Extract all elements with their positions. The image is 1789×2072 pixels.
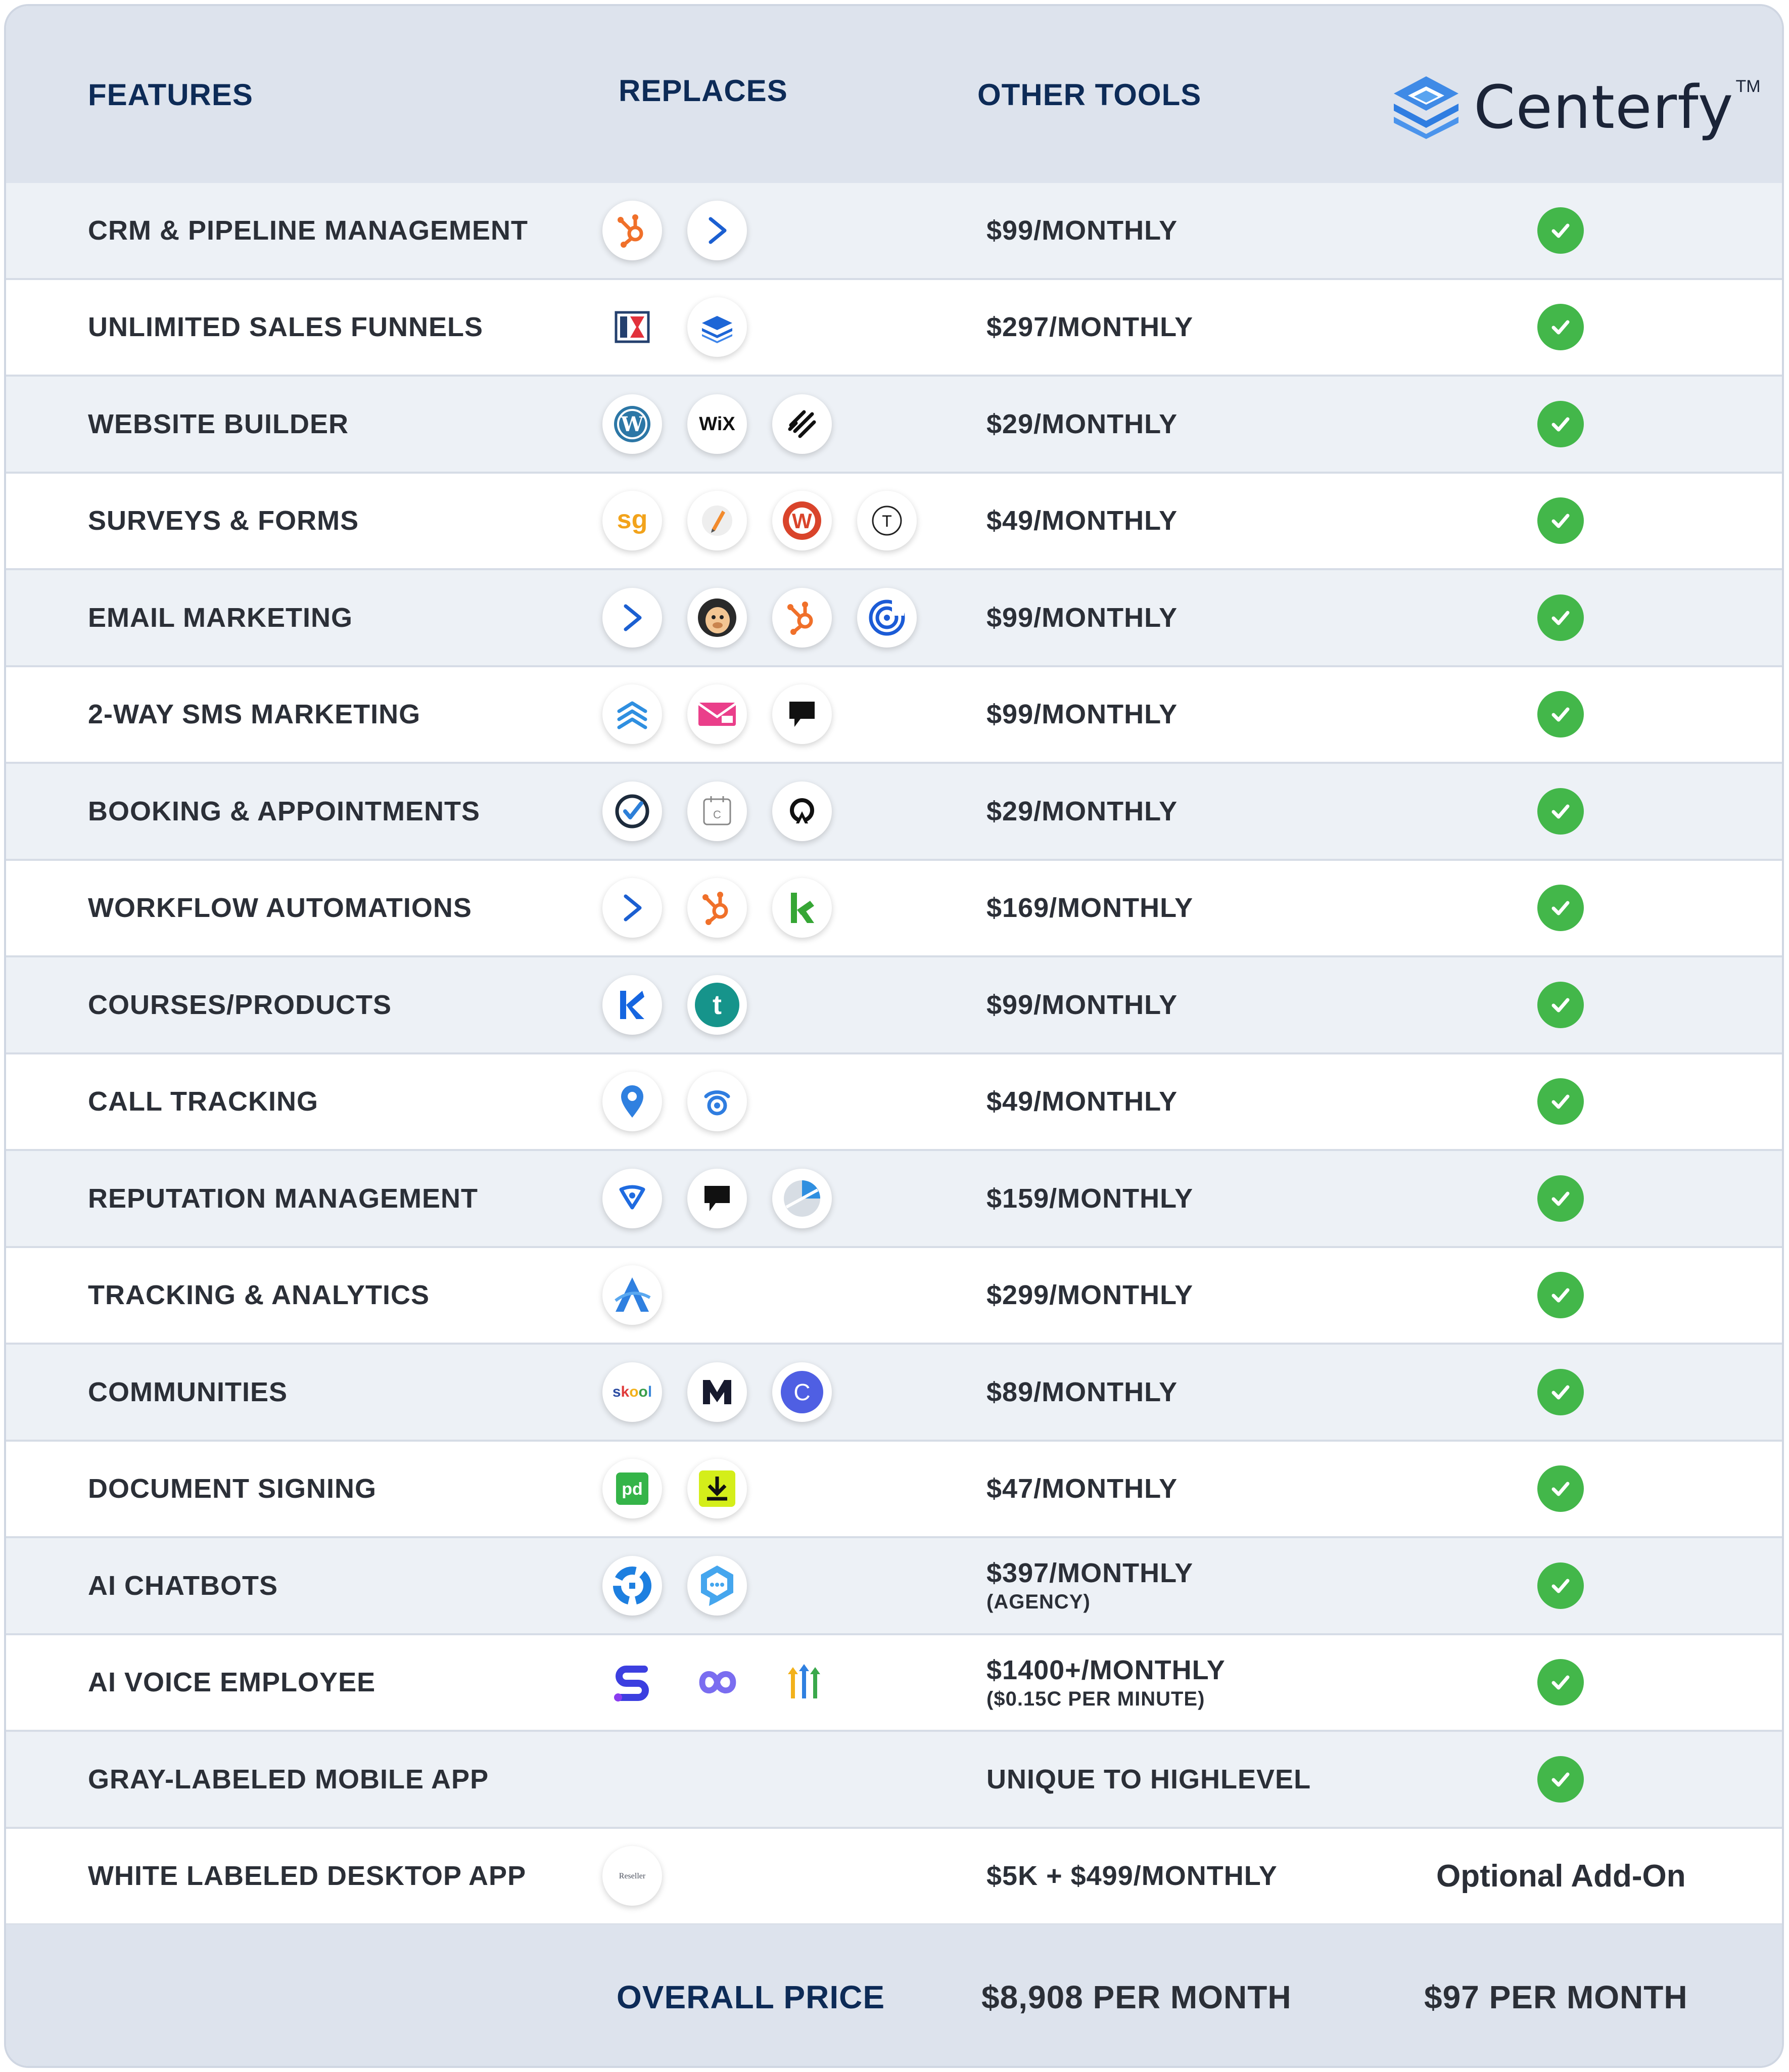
table-row: [6, 1829, 1782, 1926]
included-check-icon: [1537, 1369, 1584, 1415]
included-check-icon: [1537, 497, 1584, 544]
other-tools-price: [986, 183, 1178, 278]
feature-name: WHITE LABELED DESKTOP APP: [88, 1861, 527, 1892]
table-row: [6, 1054, 1782, 1152]
replaced-tools: [602, 957, 747, 1052]
activecampaign-icon: [602, 588, 662, 648]
acuity-icon: [772, 781, 832, 841]
price-value: $397/MONTHLY: [986, 1558, 1194, 1589]
keap-icon: [772, 878, 832, 938]
other-tools-price: [986, 1345, 1178, 1440]
other-tools-price: [986, 1538, 1193, 1633]
included-check-icon: [1537, 982, 1584, 1028]
table-row: [6, 183, 1782, 280]
calendar-icon: [687, 781, 747, 841]
constant-contact-icon: [857, 588, 917, 648]
teachable-icon: [687, 975, 747, 1035]
price-value: $89/MONTHLY: [986, 1376, 1178, 1407]
replaced-tools: [602, 1054, 747, 1149]
centerfy-total: $97 PER MONTH: [1424, 1979, 1688, 2015]
centerfy-availability: Optional Add-On: [1436, 1858, 1686, 1894]
included-check-icon: [1537, 1078, 1584, 1125]
replaced-tools: [602, 764, 832, 859]
other-tools-price: [986, 764, 1178, 859]
replaced-tools: [602, 183, 747, 278]
table-row: [6, 280, 1782, 377]
table-row: [6, 1442, 1782, 1539]
price-note: ($0.15C PER MINUTE): [986, 1687, 1205, 1710]
feature-name: EMAIL MARKETING: [88, 602, 353, 633]
svg-text:sg: sg: [617, 505, 648, 535]
included-check-icon: [1537, 1659, 1584, 1706]
wufoo-icon: [772, 491, 832, 550]
other-tools-price: [986, 667, 1178, 762]
feature-name: SURVEYS & FORMS: [88, 505, 359, 536]
feature-name: WEBSITE BUILDER: [88, 408, 349, 439]
replaced-tools: [602, 1151, 832, 1246]
price-note: (AGENCY): [986, 1591, 1091, 1614]
price-value: $299/MONTHLY: [986, 1280, 1194, 1311]
typeform-icon: [857, 491, 917, 550]
callrail-icon: [602, 1072, 662, 1131]
brand-name: Centerfy: [1474, 72, 1734, 142]
chat-bubble-icon: [687, 1556, 747, 1616]
price-value: $159/MONTHLY: [986, 1183, 1194, 1214]
features-column-header: FEATURES: [88, 77, 253, 112]
phone-ring-icon: [687, 1072, 747, 1131]
podium-icon: [772, 684, 832, 744]
synthflow-icon: [602, 1652, 662, 1712]
replaced-tools: [602, 377, 832, 472]
svg-text:W: W: [621, 412, 644, 436]
feature-rows: [6, 183, 1782, 1925]
price-value: $49/MONTHLY: [986, 1086, 1178, 1117]
included-check-icon: [1537, 788, 1584, 835]
replaced-tools: [602, 570, 917, 665]
mailchimp-icon: [687, 588, 747, 648]
pandadoc-icon: [602, 1459, 662, 1518]
svg-text:C: C: [793, 1378, 811, 1405]
leadpages-icon: [687, 297, 747, 357]
comparison-table: [4, 4, 1784, 2068]
yext-icon: [772, 1169, 832, 1228]
replaced-tools: [602, 1538, 747, 1633]
included-check-icon: [1537, 1272, 1584, 1318]
price-value: $5K + $499/MONTHLY: [986, 1861, 1278, 1892]
replaced-tools: [602, 667, 832, 762]
table-row: [6, 764, 1782, 861]
feature-name: COMMUNITIES: [88, 1376, 288, 1407]
centerfy-brand: [1391, 72, 1761, 143]
other-tools-price: [986, 957, 1178, 1052]
analytics-a-icon: [602, 1265, 662, 1325]
wordpress-icon: [602, 394, 662, 454]
other-tools-price: [986, 570, 1178, 665]
table-footer: [6, 1924, 1782, 2068]
table-row: [6, 957, 1782, 1054]
table-row: [6, 1635, 1782, 1732]
price-value: $169/MONTHLY: [986, 893, 1194, 924]
other-tools-price: [986, 1054, 1178, 1149]
price-value: $99/MONTHLY: [986, 602, 1178, 633]
feature-name: CRM & PIPELINE MANAGEMENT: [88, 215, 529, 246]
svg-text:pd: pd: [622, 1480, 643, 1499]
gohighlevel-icon: [772, 1652, 832, 1712]
included-check-icon: [1537, 691, 1584, 738]
price-value: $1400+/MONTHLY: [986, 1654, 1226, 1685]
table-row: [6, 1538, 1782, 1635]
other-tools-price: [986, 861, 1193, 956]
feature-name: TRACKING & ANALYTICS: [88, 1280, 430, 1311]
price-value: $99/MONTHLY: [986, 699, 1178, 730]
other-tools-price: [986, 1248, 1193, 1343]
replaces-column-header: REPLACES: [619, 73, 788, 108]
feature-name: BOOKING & APPOINTMENTS: [88, 796, 481, 826]
download-icon: [687, 1459, 747, 1518]
skool-icon: [602, 1362, 662, 1422]
squarespace-icon: [772, 394, 832, 454]
other-tools-price: [986, 1442, 1178, 1537]
price-value: $297/MONTHLY: [986, 312, 1194, 343]
activecampaign-icon: [687, 201, 747, 260]
replaced-tools: [602, 861, 832, 956]
svg-text:T: T: [882, 512, 892, 531]
price-value: $29/MONTHLY: [986, 408, 1178, 439]
brand-trademark: TM: [1735, 77, 1761, 96]
clickfunnels-icon: [602, 297, 662, 357]
replaced-tools: [602, 1345, 832, 1440]
circle-icon: [772, 1362, 832, 1422]
svg-text:WiX: WiX: [699, 413, 735, 435]
surveygizmo-icon: [602, 491, 662, 550]
other-tools-price: [986, 280, 1193, 375]
included-check-icon: [1537, 1465, 1584, 1512]
table-row: [6, 861, 1782, 958]
price-value: $29/MONTHLY: [986, 796, 1178, 826]
other-tools-price: [986, 1732, 1311, 1827]
feature-name: AI VOICE EMPLOYEE: [88, 1667, 376, 1698]
overall-price-label: OVERALL PRICE: [617, 1979, 885, 2015]
table-row: [6, 1151, 1782, 1248]
svg-text:skool: skool: [612, 1383, 652, 1400]
other-tools-column-header: OTHER TOOLS: [977, 77, 1202, 112]
included-check-icon: [1537, 401, 1584, 447]
feature-name: CALL TRACKING: [88, 1086, 318, 1117]
hubspot-icon: [772, 588, 832, 648]
replaced-tools: [602, 280, 747, 375]
other-tools-price: [986, 377, 1178, 472]
included-check-icon: [1537, 1756, 1584, 1803]
replaced-tools: [602, 1248, 662, 1343]
sms-chevrons-icon: [602, 684, 662, 744]
feature-name: DOCUMENT SIGNING: [88, 1474, 377, 1504]
jotform-icon: [687, 491, 747, 550]
table-row: [6, 1248, 1782, 1345]
kajabi-icon: [602, 975, 662, 1035]
other-tools-price: [986, 1829, 1278, 1924]
table-row: [6, 377, 1782, 474]
svg-text:t: t: [713, 989, 722, 1020]
hubspot-icon: [687, 878, 747, 938]
other-tools-price: [986, 1635, 1226, 1730]
podium-icon: [687, 1169, 747, 1228]
other-tools-price: [986, 1151, 1193, 1246]
included-check-icon: [1537, 1562, 1584, 1609]
included-check-icon: [1537, 304, 1584, 350]
price-value: $99/MONTHLY: [986, 989, 1178, 1020]
infinity-icon: [687, 1652, 747, 1712]
wix-icon: [687, 394, 747, 454]
replaced-tools: [602, 1829, 662, 1924]
table-row: [6, 570, 1782, 667]
price-value: UNIQUE TO HIGHLEVEL: [986, 1764, 1311, 1794]
table-row: [6, 1732, 1782, 1829]
feature-name: UNLIMITED SALES FUNNELS: [88, 312, 484, 343]
hubspot-icon: [602, 201, 662, 260]
feature-name: REPUTATION MANAGEMENT: [88, 1183, 478, 1214]
feature-name: GRAY-LABELED MOBILE APP: [88, 1764, 489, 1794]
desktop-app-icon: [602, 1846, 662, 1906]
table-row: [6, 474, 1782, 571]
svg-text:C: C: [713, 808, 721, 821]
included-check-icon: [1537, 594, 1584, 641]
feature-name: AI CHATBOTS: [88, 1570, 278, 1601]
other-tools-total: $8,908 PER MONTH: [981, 1979, 1292, 2015]
svg-text:Reseller: Reseller: [619, 1872, 646, 1881]
other-tools-price: [986, 474, 1178, 569]
table-row: [6, 1345, 1782, 1442]
replaced-tools: [602, 1442, 747, 1537]
replaced-tools: [602, 1635, 832, 1730]
price-value: $99/MONTHLY: [986, 215, 1178, 246]
birdeye-icon: [602, 1169, 662, 1228]
chatbot-ring-icon: [602, 1556, 662, 1616]
price-value: $49/MONTHLY: [986, 505, 1178, 536]
table-header: [6, 6, 1782, 185]
calendly-icon: [602, 781, 662, 841]
feature-name: COURSES/PRODUCTS: [88, 989, 392, 1020]
included-check-icon: [1537, 885, 1584, 931]
included-check-icon: [1537, 1175, 1584, 1222]
feature-name: WORKFLOW AUTOMATIONS: [88, 893, 472, 924]
replaced-tools: [602, 474, 917, 569]
activecampaign-icon: [602, 878, 662, 938]
included-check-icon: [1537, 207, 1584, 254]
centerfy-logo-icon: [1391, 74, 1462, 140]
mighty-icon: [687, 1362, 747, 1422]
envelope-icon: [687, 684, 747, 744]
svg-text:W: W: [792, 509, 812, 533]
table-row: [6, 667, 1782, 764]
price-value: $47/MONTHLY: [986, 1474, 1178, 1504]
feature-name: 2-WAY SMS MARKETING: [88, 699, 421, 730]
